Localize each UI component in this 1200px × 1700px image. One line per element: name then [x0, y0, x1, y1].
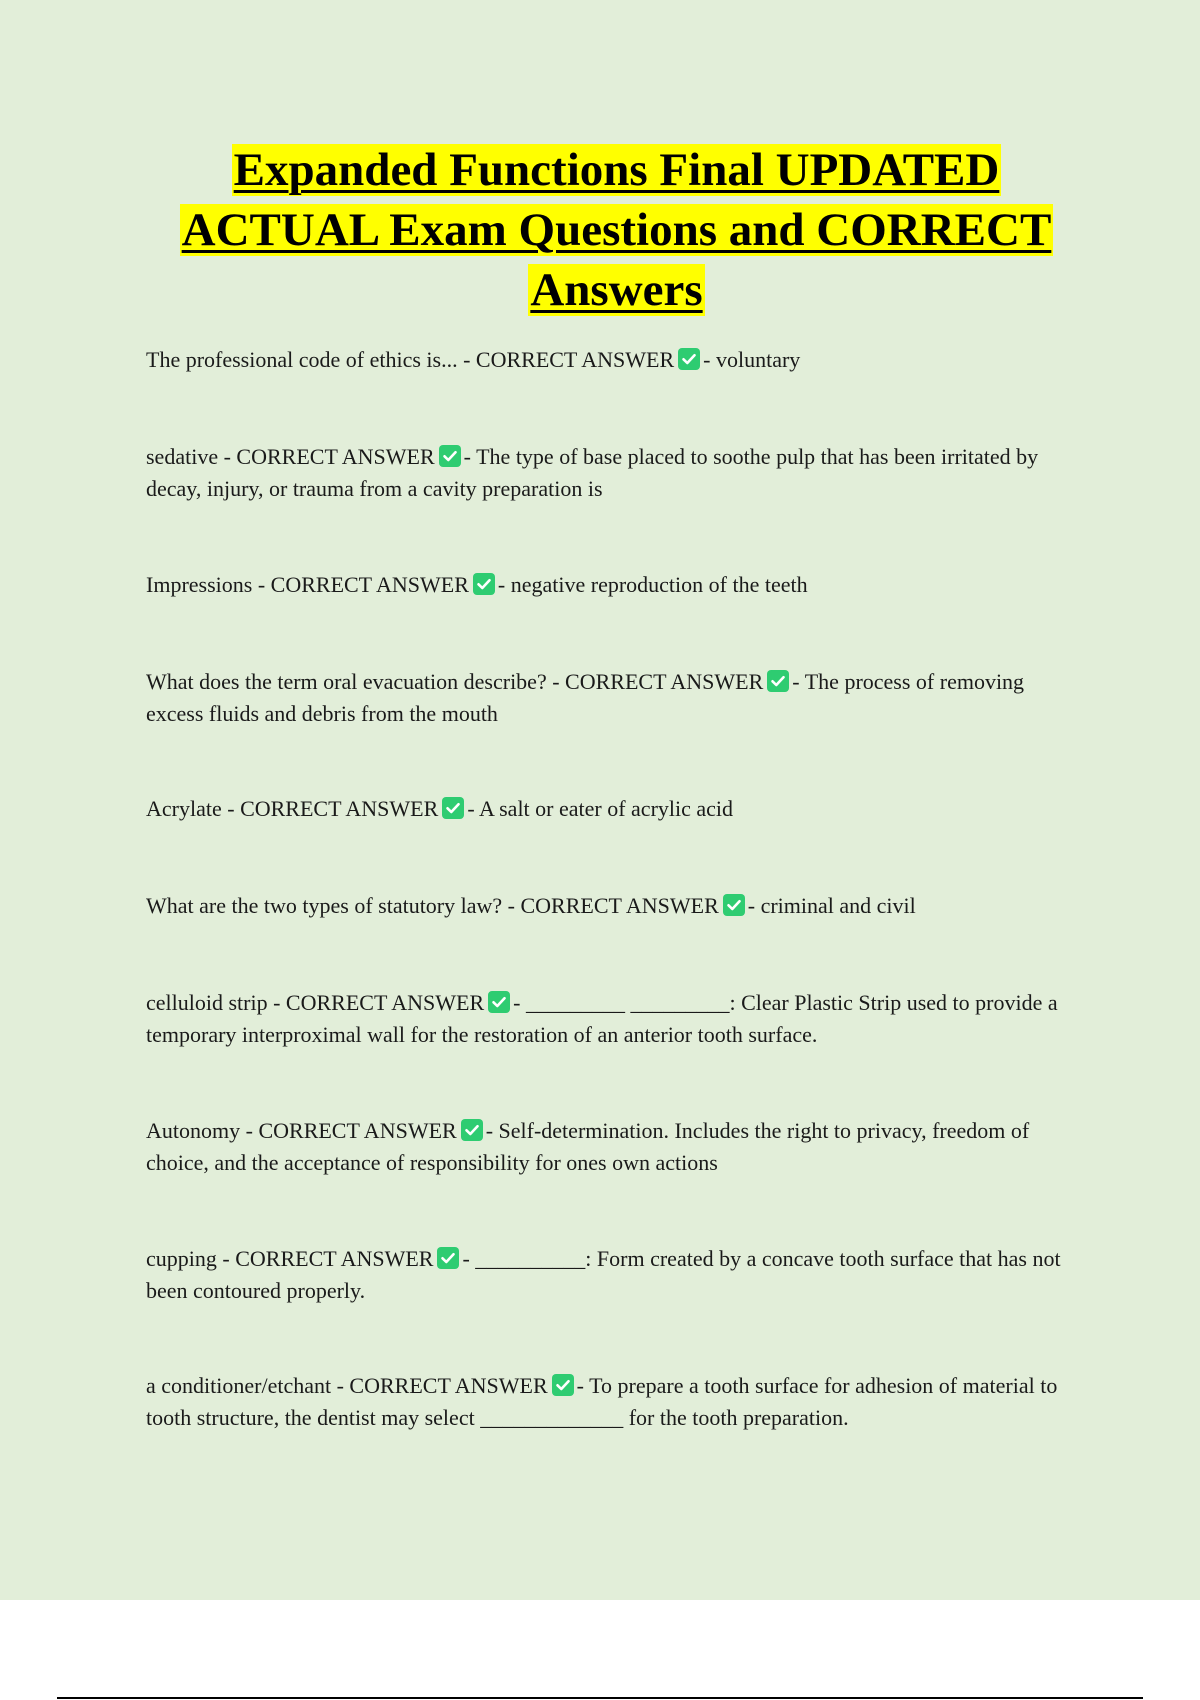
check-mark-icon: [473, 573, 495, 595]
qa-prompt: What does the term oral evacuation describe?: [146, 669, 547, 694]
title-line-2: ACTUAL Exam Questions and CORRECT: [181, 204, 1052, 256]
correct-answer-label: CORRECT ANSWER: [270, 572, 469, 597]
check-mark-icon: [488, 991, 510, 1013]
qa-answer-dash: -: [747, 893, 761, 918]
qa-answer-dash: -: [463, 444, 477, 469]
qa-answer: A salt or eater of acrylic acid: [478, 796, 734, 821]
check-mark-icon: [437, 1247, 459, 1269]
qa-answer-dash: -: [485, 1118, 499, 1143]
qa-answer-dash: -: [467, 796, 479, 821]
qa-item: [146, 1243, 1076, 1307]
check-mark-icon: [767, 670, 789, 692]
qa-separator: -: [216, 1246, 236, 1271]
qa-answer-dash: -: [576, 1373, 590, 1398]
qa-separator: -: [267, 990, 286, 1015]
qa-answer: To prepare a tooth surface for adhesion of material to tooth structure, the dentist may select _____________ for the tooth preparation.: [146, 1373, 1058, 1430]
qa-prompt: What are the two types of statutory law?: [146, 893, 503, 918]
correct-answer-label: CORRECT ANSWER: [258, 1118, 457, 1143]
check-mark-icon: [678, 348, 700, 370]
qa-answer-dash: -: [462, 1246, 476, 1271]
correct-answer-label: CORRECT ANSWER: [349, 1373, 548, 1398]
qa-separator: -: [221, 796, 241, 821]
correct-answer-label: CORRECT ANSWER: [240, 796, 439, 821]
qa-item: [146, 666, 1076, 730]
qa-prompt: The professional code of ethics is...: [146, 347, 458, 372]
correct-answer-label: CORRECT ANSWER: [520, 893, 719, 918]
check-mark-icon: [723, 894, 745, 916]
check-mark-icon: [552, 1374, 574, 1396]
qa-prompt: cupping: [146, 1246, 217, 1271]
title-line-1: Expanded Functions Final UPDATED: [233, 144, 1000, 196]
qa-item: [146, 793, 1076, 825]
qa-prompt: Impressions: [146, 572, 253, 597]
qa-answer: voluntary: [715, 347, 801, 372]
qa-answer: Self-determination. Includes the right to privacy, freedom of choice, and the acceptance of responsibility for ones own actions: [146, 1118, 1030, 1175]
qa-item: [146, 569, 1076, 601]
correct-answer-label: CORRECT ANSWER: [475, 347, 675, 372]
qa-answer: criminal and civil: [760, 893, 916, 918]
qa-answer: The process of removing excess fluids and debris from the mouth: [146, 669, 1025, 726]
qa-separator: -: [546, 669, 566, 694]
qa-item: [146, 1370, 1076, 1434]
qa-answer: The type of base placed to soothe pulp that has been irritated by decay, injury, or trauma from a cavity preparation is: [146, 444, 1039, 501]
correct-answer-label: CORRECT ANSWER: [236, 444, 435, 469]
qa-prompt: Acrylate: [146, 796, 222, 821]
document-title: [100, 140, 1133, 320]
check-mark-icon: [439, 445, 461, 467]
qa-prompt: sedative: [146, 444, 219, 469]
qa-answer: _________ _________: Clear Plastic Strip used to provide a temporary interproximal wall for the restoration of an anterior tooth surface.: [146, 990, 1058, 1047]
qa-prompt: a conditioner/etchant: [146, 1373, 332, 1398]
correct-answer-label: CORRECT ANSWER: [285, 990, 485, 1015]
qa-item: [146, 1115, 1076, 1179]
qa-answer-dash: -: [703, 347, 716, 372]
check-mark-icon: [442, 797, 464, 819]
qa-prompt: Autonomy: [146, 1118, 241, 1143]
qa-separator: -: [240, 1118, 259, 1143]
qa-separator: -: [457, 347, 476, 372]
check-mark-icon: [461, 1119, 483, 1141]
qa-answer-dash: -: [792, 669, 805, 694]
footer-rule: [57, 1697, 1143, 1699]
qa-prompt: celluloid strip: [146, 990, 268, 1015]
qa-separator: -: [252, 572, 271, 597]
qa-separator: -: [331, 1373, 350, 1398]
correct-answer-label: CORRECT ANSWER: [235, 1246, 434, 1271]
qa-item: [146, 441, 1076, 505]
correct-answer-label: CORRECT ANSWER: [565, 669, 764, 694]
qa-answer: __________: Form created by a concave tooth surface that has not been contoured properly.: [146, 1246, 1061, 1303]
qa-separator: -: [502, 893, 521, 918]
qa-item: [146, 890, 1076, 922]
qa-answer: negative reproduction of the teeth: [510, 572, 808, 597]
qa-item: [146, 344, 1076, 376]
qa-answer-dash: -: [513, 990, 526, 1015]
qa-answer-dash: -: [497, 572, 511, 597]
qa-separator: -: [218, 444, 237, 469]
title-line-3: Answers: [530, 264, 703, 316]
qa-item: [146, 987, 1076, 1051]
